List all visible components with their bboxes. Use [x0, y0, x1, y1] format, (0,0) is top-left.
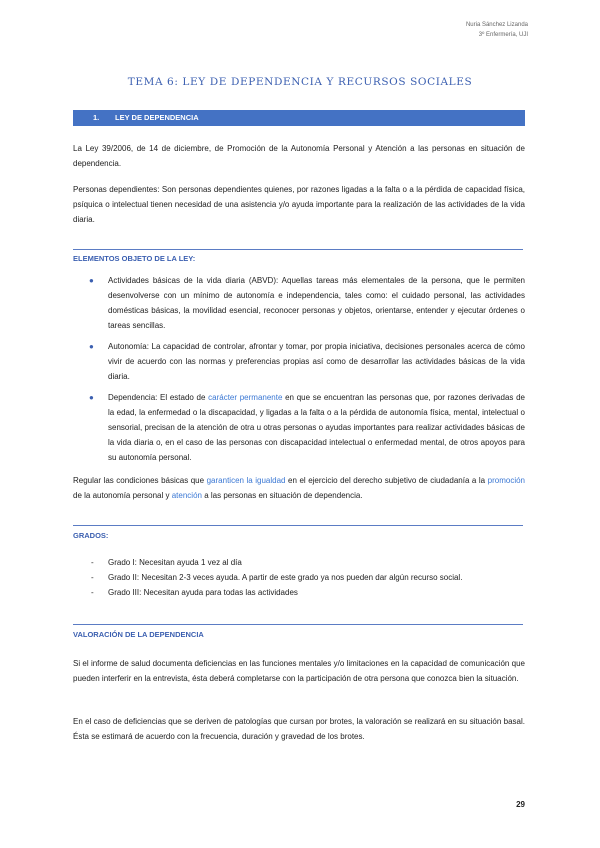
- dependientes-paragraph: Personas dependientes: Son personas dependientes quienes, por razones ligadas a la falta o a la pérdida de capacidad física, psíquica o intelectual tienen necesidad de una asistencia y/o ayuda importante para la realización de las actividades de la vida diaria.: [73, 185, 525, 224]
- list-item-text-start: Dependencia: El estado de: [108, 393, 209, 402]
- list-item-text: Grado I: Necesitan ayuda 1 vez al día: [108, 558, 242, 567]
- highlight-text: carácter permanente: [208, 393, 283, 402]
- list-item: [73, 390, 525, 465]
- list-item: [73, 555, 525, 570]
- document-title: TEMA 6: LEY DE DEPENDENCIA Y RECURSOS SOCIALES: [127, 76, 473, 88]
- highlight-text: promoción: [487, 476, 526, 485]
- bullet-icon: ●: [89, 342, 94, 351]
- divider: [73, 624, 523, 625]
- grados-heading: GRADOS:: [73, 531, 109, 540]
- dash-icon: -: [91, 573, 94, 582]
- highlight-text: atención: [171, 491, 202, 500]
- valoracion-heading: VALORACIÓN DE LA DEPENDENCIA: [73, 630, 204, 639]
- page-header: [466, 20, 528, 40]
- list-item: [73, 570, 525, 585]
- text-segment: de la autonomía personal y: [73, 491, 172, 500]
- list-item-text: Actividades básicas de la vida diaria (ABVD): Aquellas tareas más elementales de la persona, que le permiten desenvolverse con un mínimo de autonomía e independencia, tales como: el cuidado personal, las actividades domésticas básicas, la movilidad esencial, reconocer personas y objetos, orientarse, entender y ejecutar órdenes o tareas sencillas.: [108, 276, 525, 330]
- valoracion-paragraph-1: Si el informe de salud documenta deficiencias en las funciones mentales y/o limitaciones en la capacidad de comunicación que pueden interferir en la entrevista, ésta deberá completarse con la participación de otra persona que conozca bien la situación.: [73, 659, 525, 683]
- bullet-icon: ●: [89, 393, 94, 402]
- list-item-text: Grado III: Necesitan ayuda para todas las actividades: [108, 588, 298, 597]
- list-item: [73, 339, 525, 384]
- course-label: 3º Enfermería, UJI: [478, 32, 528, 38]
- elementos-list: [73, 273, 525, 465]
- elementos-heading: ELEMENTOS OBJETO DE LA LEY:: [73, 254, 196, 263]
- grados-list: [73, 555, 525, 600]
- intro-paragraph: La Ley 39/2006, de 14 de diciembre, de Promoción de la Autonomía Personal y Atención a las personas en situación de dependencia.: [73, 144, 525, 168]
- page-number: 29: [516, 800, 525, 809]
- dash-icon: -: [91, 558, 94, 567]
- valoracion-paragraph-2: En el caso de deficiencias que se deriven de patologías que cursan por brotes, la valoración se realizará en su situación basal. Ésta se estimará de acuerdo con la frecuencia, duración y gravedad de los brotes.: [73, 717, 525, 741]
- bullet-icon: ●: [89, 276, 94, 285]
- divider: [73, 249, 523, 250]
- list-item-text: Autonomía: La capacidad de controlar, afrontar y tomar, por propia iniciativa, decisiones personales acerca de cómo vivir de acuerdo con las normas y preferencias propias así como de desarrollar las actividades básicas de la vida diaria.: [108, 342, 525, 381]
- dash-icon: -: [91, 588, 94, 597]
- highlight-text: garanticen la igualdad: [206, 476, 286, 485]
- section-heading-bar: [73, 110, 525, 126]
- list-item: [73, 273, 525, 333]
- section-number: 1.: [93, 113, 100, 122]
- text-segment: en el ejercicio del derecho subjetivo de ciudadanía a la: [285, 476, 488, 485]
- list-item: [73, 585, 525, 600]
- regular-paragraph: [73, 473, 525, 503]
- divider: [73, 525, 523, 526]
- list-item-text-end: en que se encuentran las personas que, por razones derivadas de la edad, la enfermedad o la discapacidad, y ligadas a la falta o a la pérdida de autonomía física, mental, intelectual o sensorial, precisan de la atención de otra u otras personas o ayudas importantes para realizar actividades básicas de la vida diaria o, en el caso de las personas con discapacidad intelectual o enfermedad mental, de otros apoyos para su autonomía personal.: [108, 393, 525, 462]
- text-segment: a las personas en situación de dependencia.: [201, 491, 363, 500]
- list-item-text: Grado II: Necesitan 2-3 veces ayuda. A partir de este grado ya nos pueden dar algún recurso social.: [108, 573, 463, 582]
- author-name: Nuria Sánchez Lizanda: [465, 22, 528, 28]
- section-label: LEY DE DEPENDENCIA: [115, 113, 199, 122]
- text-segment: Regular las condiciones básicas que: [73, 476, 207, 485]
